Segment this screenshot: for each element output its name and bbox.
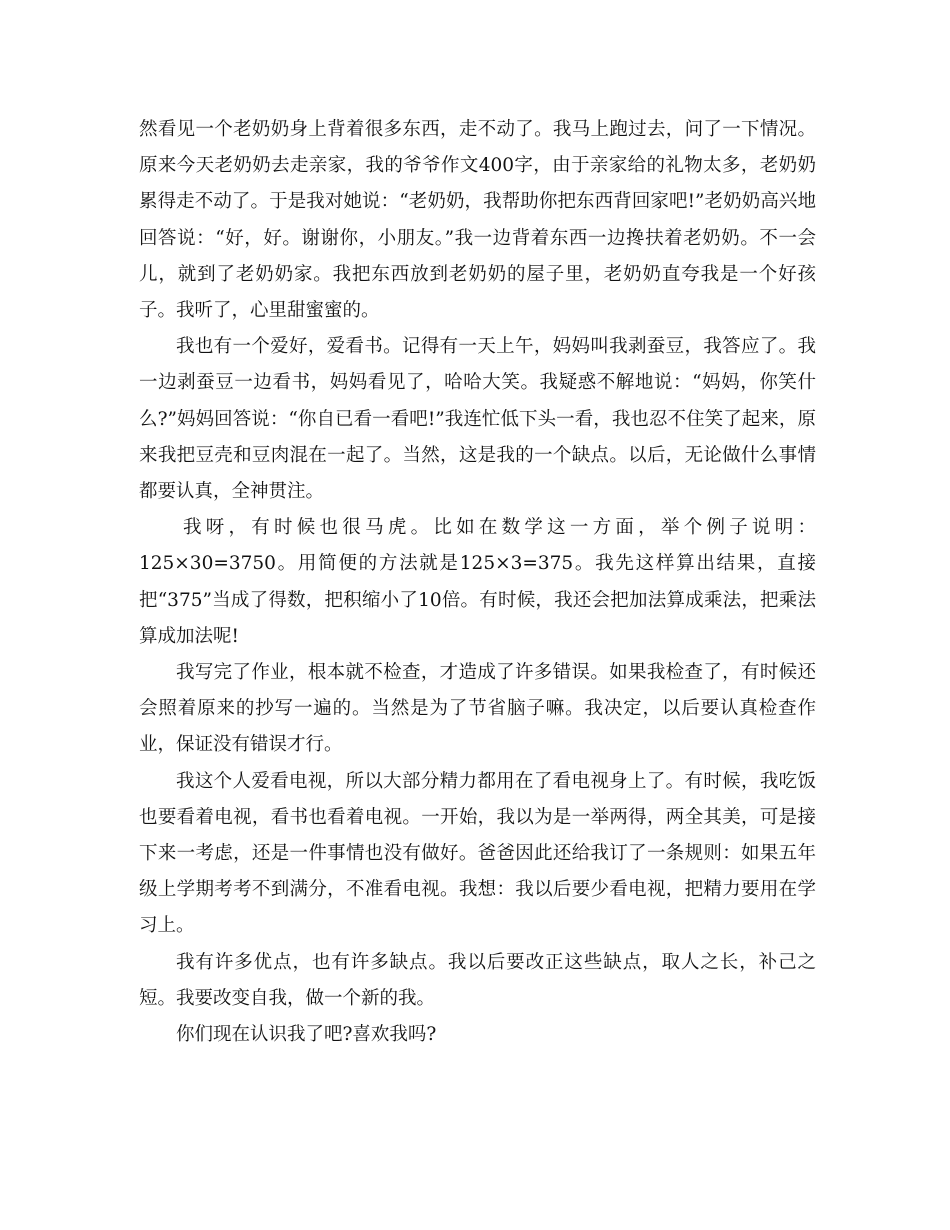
paragraph-closing-question: 你们现在认识我了吧?喜欢我吗? [176, 1024, 437, 1046]
paragraph-continued: 然看见一个老奶奶身上背着很多东西，走不动了。我马上跑过去，问了一下情况。原来今天老奶奶去走亲家，我的爷爷作文400字，由于亲家给的礼物太多，老奶奶累得走不动了。于是我对她说：“老奶奶，我帮助你把东西背回家吧!”老奶奶高兴地回答说：“好，好。谢谢你，小朋友。”我一边背着东西一边搀扶着老奶奶。不一会儿，就到了老奶奶家。我把东西放到老奶奶的屋子里，老奶奶直夸我是一个好孩子。我听了，心里甜蜜蜜的。 [139, 119, 816, 322]
paragraph-hobby-reading: 我也有一个爱好，爱看书。记得有一天上午，妈妈叫我剥蚕豆，我答应了。我一边剥蚕豆一边看书，妈妈看见了，哈哈大笑。我疑惑不解地说：“妈妈，你笑什么?”妈妈回答说：“你自已看一看吧!”我连忙低下头一看，我也忍不住笑了起来，原来我把豆壳和豆肉混在一起了。当然，这是我的一个缺点。以后，无论做什么事情都要认真，全神贯注。 [139, 336, 816, 503]
paragraph-strengths-weaknesses: 我有许多优点，也有许多缺点。我以后要改正这些缺点，取人之长，补己之短。我要改变自我，做一个新的我。 [139, 951, 816, 1009]
essay-body [139, 112, 816, 1053]
paragraph-careless-math: 我呀，有时候也很马虎。比如在数学这一方面，举个例子说明：125×30=3750。用简便的方法就是125×3=375。我先这样算出结果，直接把“375”当成了得数，把积缩小了10倍。有时候，我还会把加法算成乘法，把乘法算成加法呢! [139, 517, 816, 647]
paragraph-television: 我这个人爱看电视，所以大部分精力都用在了看电视身上了。有时候，我吃饭也要看着电视，看书也看着电视。一开始，我以为是一举两得，两全其美，可是接下来一考虑，还是一件事情也没有做好。爸爸因此还给我订了一条规则：如果五年级上学期考考不到满分，不准看电视。我想：我以后要少看电视，把精力要用在学习上。 [139, 770, 816, 937]
paragraph-homework-check: 我写完了作业，根本就不检查，才造成了许多错误。如果我检查了，有时候还会照着原来的抄写一遍的。当然是为了节省脑子嘛。我决定，以后要认真检查作业，保证没有错误才行。 [139, 662, 816, 756]
